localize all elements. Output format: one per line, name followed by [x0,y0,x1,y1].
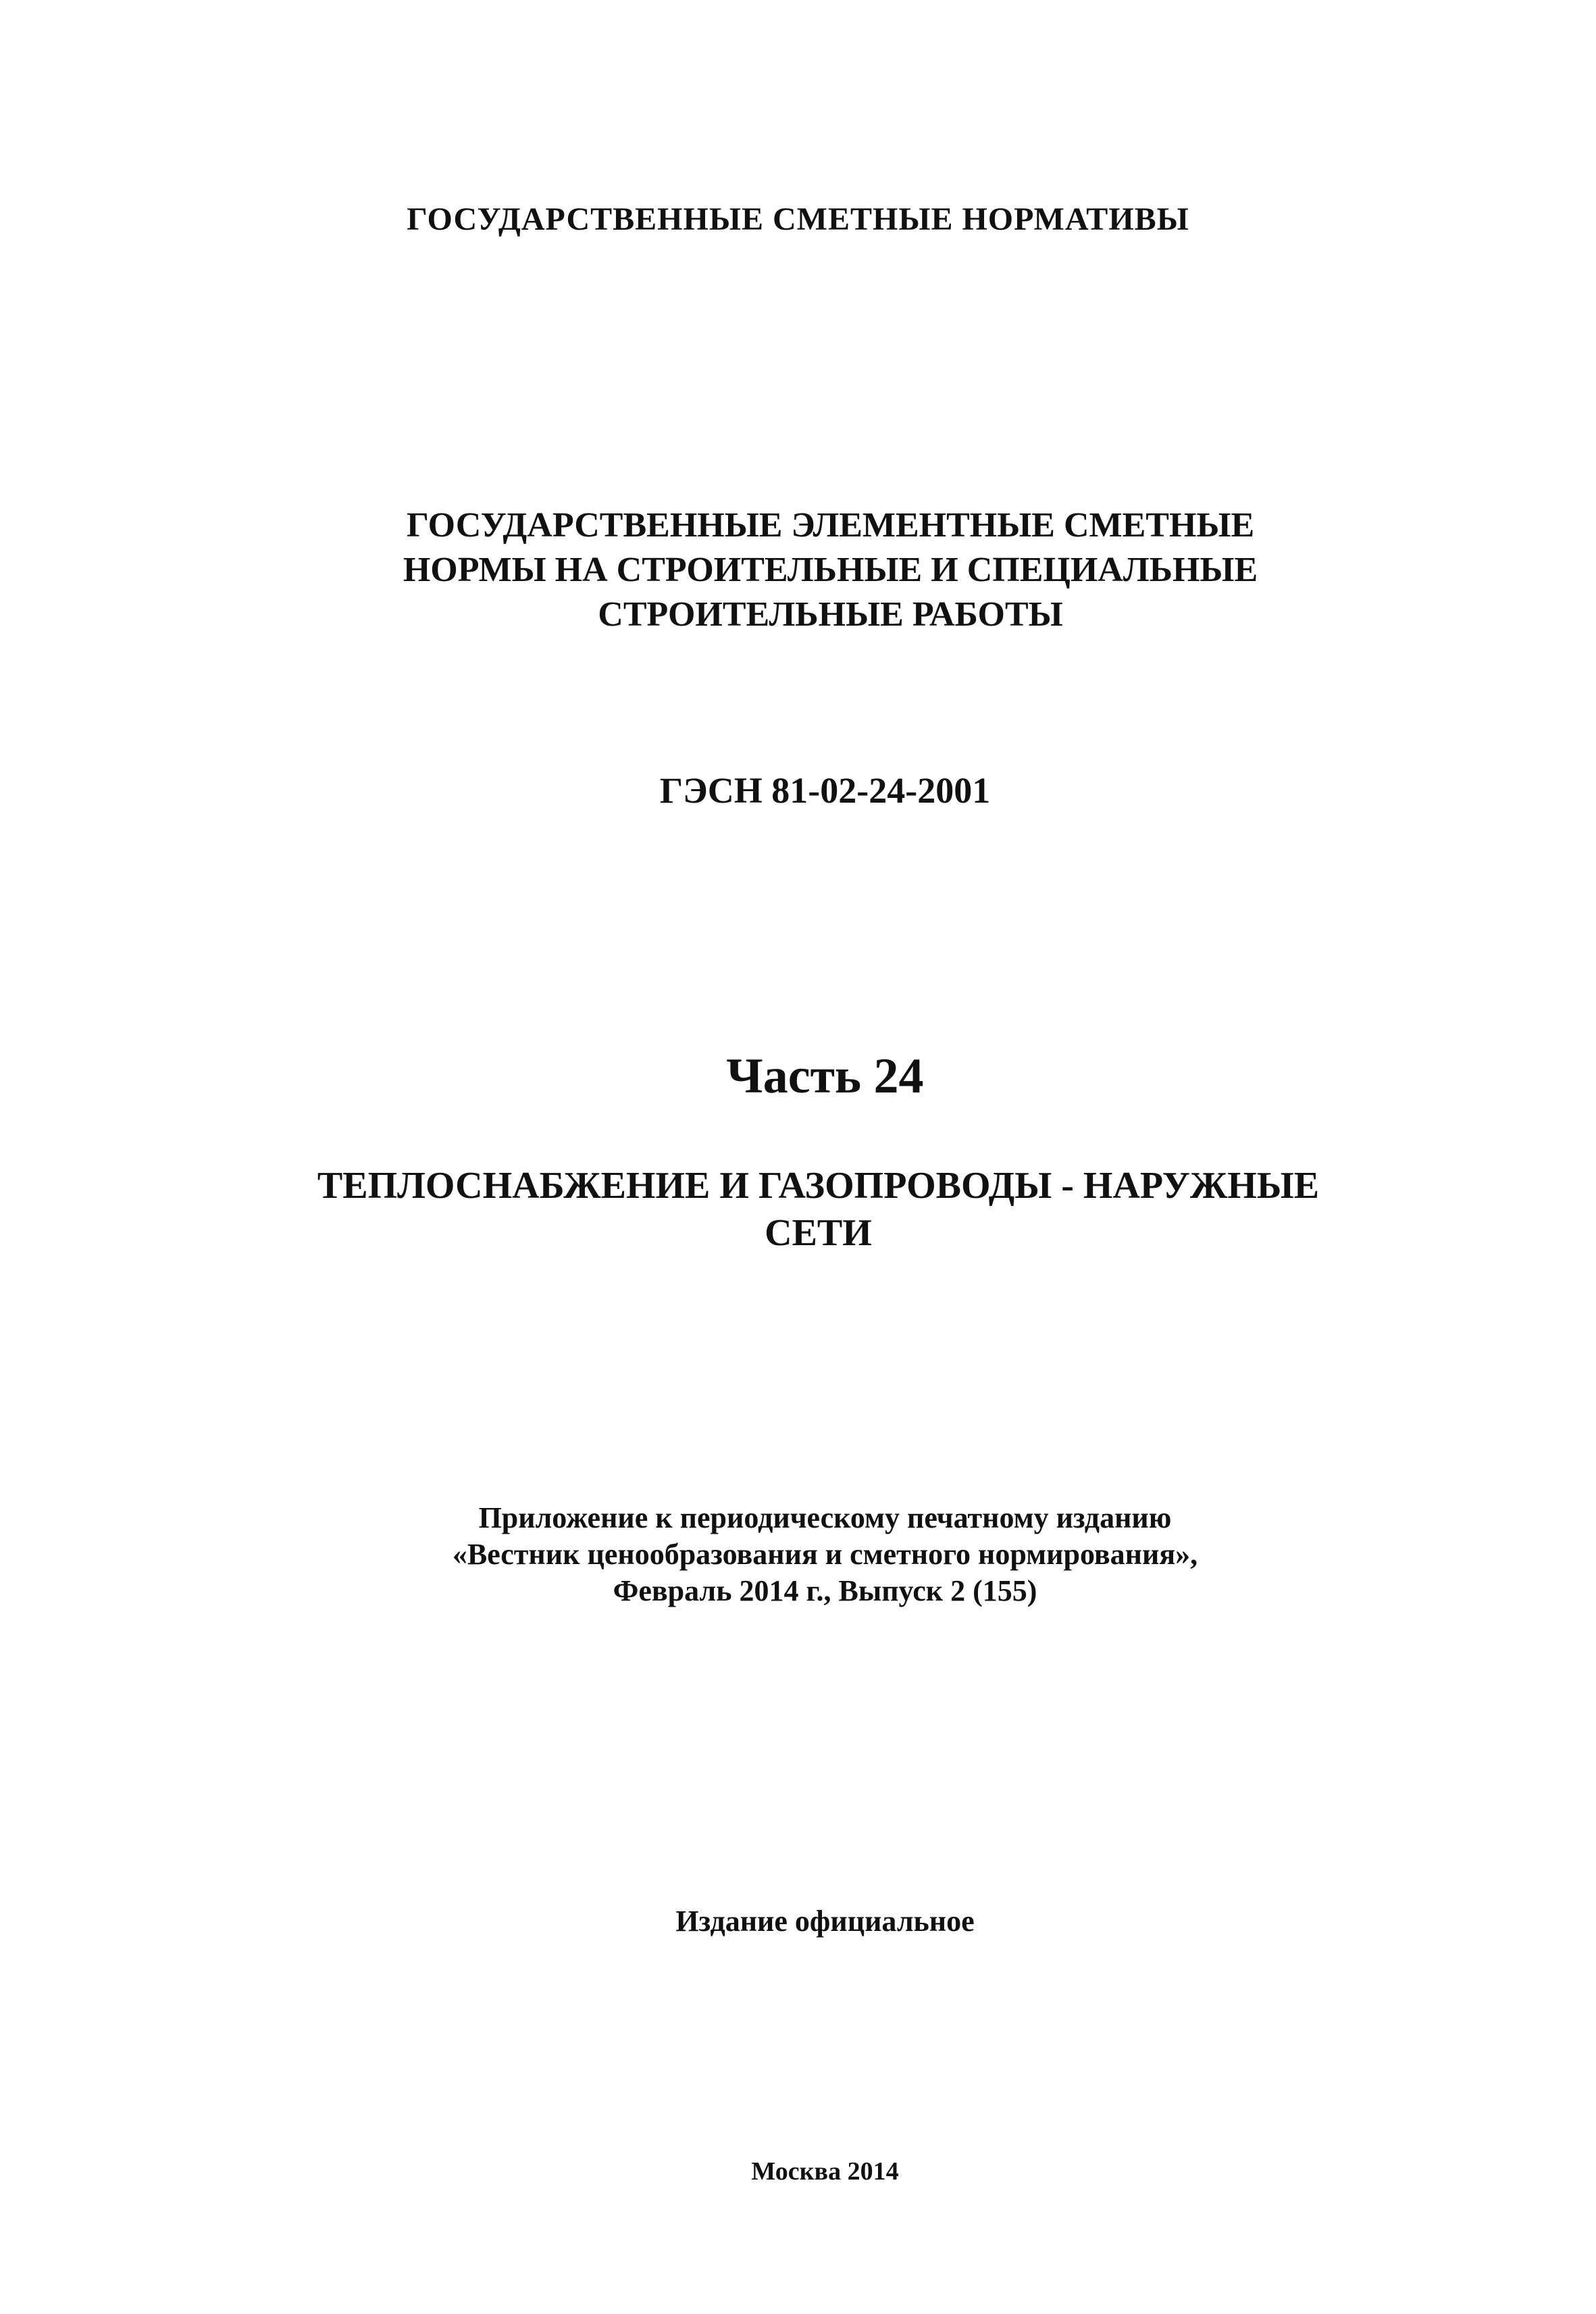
part-label-text: Часть 24 [726,1049,924,1104]
part-subject-line-2: СЕТИ [765,1212,872,1254]
place-year-text: Москва 2014 [751,2157,899,2186]
main-title [32,503,1596,637]
main-title-line-3: СТРОИТЕЛЬНЫЕ РАБОТЫ [598,595,1063,634]
series-title-text: ГОСУДАРСТВЕННЫЕ СМЕТНЫЕ НОРМАТИВЫ [407,201,1189,237]
document-code-text: ГЭСН 81-02-24-2001 [659,770,991,811]
appendix-line-3: Февраль 2014 г., Выпуск 2 (155) [613,1574,1037,1607]
edition-note [27,1903,1596,1940]
main-title-line-2: НОРМЫ НА СТРОИТЕЛЬНЫЕ И СПЕЦИАЛЬНЫЕ [403,551,1258,589]
document-code [27,768,1596,813]
series-title [0,199,1596,240]
place-year [27,2155,1596,2188]
main-title-line-1: ГОСУДАРСТВЕННЫЕ ЭЛЕМЕНТНЫЕ СМЕТНЫЕ [406,506,1255,545]
appendix-line-1: Приложение к периодическому печатному изданию [478,1501,1172,1534]
appendix-note [27,1500,1596,1609]
edition-text: Издание официальное [675,1905,975,1938]
part-subject-line-1: ТЕПЛОСНАБЖЕНИЕ И ГАЗОПРОВОДЫ - НАРУЖНЫЕ [317,1165,1320,1207]
appendix-line-2: «Вестник ценообразования и сметного нормирования», [452,1538,1198,1571]
part-label [27,1047,1596,1105]
part-subject [20,1162,1596,1257]
